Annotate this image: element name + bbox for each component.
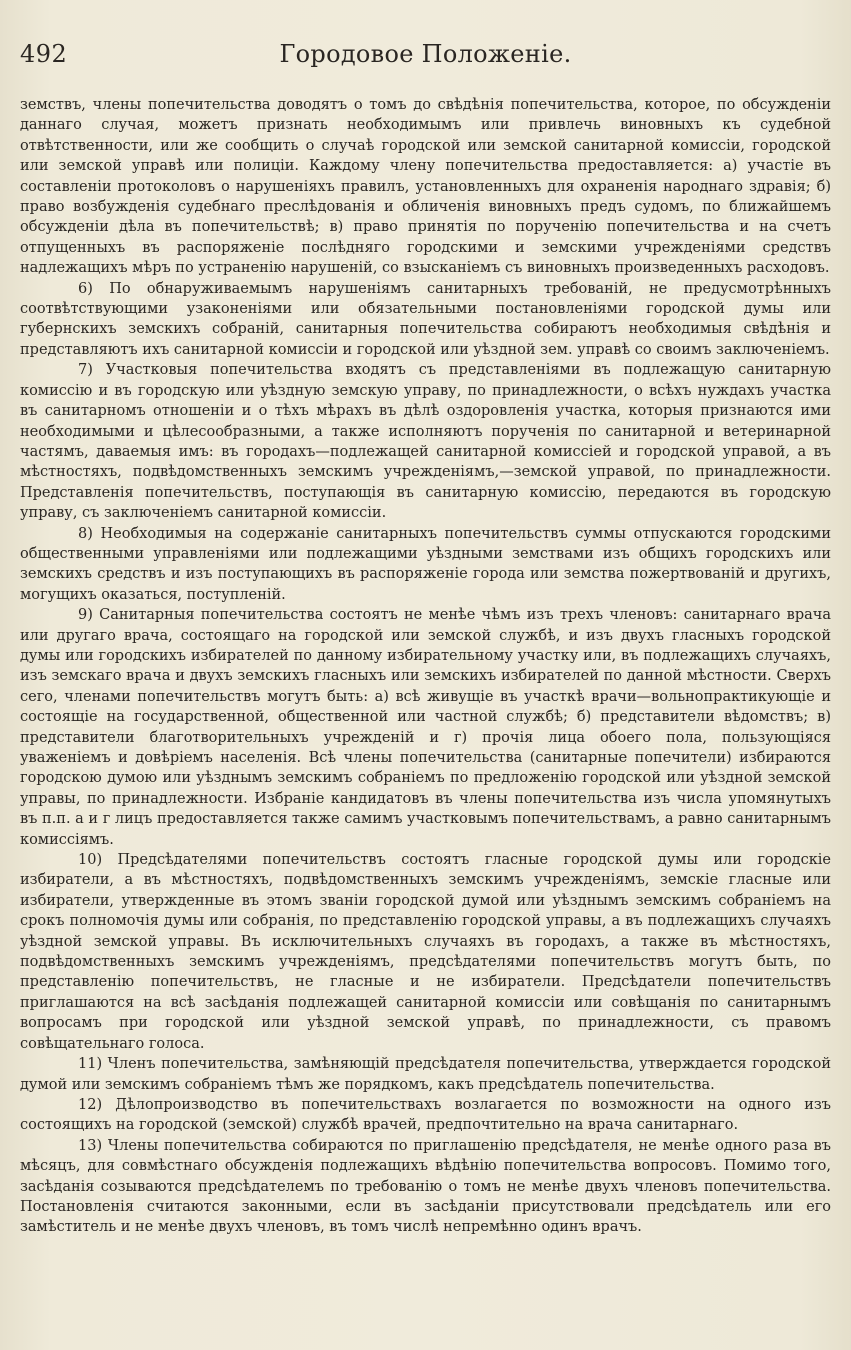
paragraph-9: 9) Санитарныя попечительства состоятъ не менѣе чѣмъ изъ трехъ членовъ: санитарнаго врача или другаго врача, состоящаго на городской или земской службѣ, и изъ двухъ гласныхъ городской думы или городскихъ избирателей по данному избирательному участку или, въ подлежащихъ случаяхъ, изъ земскаго врача и двухъ земскихъ гласныхъ или земскихъ избирателей по данной мѣстности. Сверхъ сего, членами попечительствъ могутъ быть: а) всѣ живущіе въ участкѣ врачи—вольнопрактикующіе и состоящіе на государственной, общественной или частной службѣ; б) представители вѣдомствъ; в) представители благотворительныхъ учрежденій и г) прочія лица обоего пола, пользующіяся уваженіемъ и довѣріемъ населенія. Всѣ члены попечительства (санитарные попечители) избираются городскою думою или уѣзднымъ земскимъ собраніемъ по предложенію городской или уѣздной земской управы, по принадлежности. Избраніе кандидатовъ въ члены попечительства изъ числа упомянутыхъ въ п.п. а и г лицъ предоставляется также самимъ участковымъ попечительствамъ, а равно санитарнымъ комиссіямъ.: [20, 607, 831, 848]
paragraph-8: 8) Необходимыя на содержаніе санитарныхъ попечительствъ суммы отпускаются городскими общественными управленіями или подлежащими уѣздными земствами изъ общихъ городскихъ или земскихъ средствъ и изъ поступающихъ въ распоряженіе города или земства пожертвованій и другихъ, могущихъ оказаться, поступленій.: [20, 525, 831, 603]
page-number: 492: [20, 40, 68, 68]
paragraph-7: 7) Участковыя попечительства входятъ съ представленіями въ подлежащую санитарную комиссію и въ городскую или уѣздную земскую управу, по принадлежности, о всѣхъ нуждахъ участка въ санитарномъ отношеніи и о тѣхъ мѣрахъ въ дѣлѣ оздоровленія участка, которыя признаются ими необходимыми и цѣлесообразными, а также исполняютъ порученія по санитарной и ветеринарной частямъ, даваемыя имъ: въ городахъ—подлежащей санитарной комиссіей и городской управой, а въ мѣстностяхъ, подвѣдомственныхъ земскимъ учрежденіямъ,—земской управой, по принадлежности. Представленія попечительствъ, поступающія въ санитарную комиссію, передаются въ городскую управу, съ заключеніемъ санитарной комиссіи.: [20, 362, 831, 522]
paragraph-10: 10) Предсѣдателями попечительствъ состоятъ гласные городской думы или городскіе избиратели, а въ мѣстностяхъ, подвѣдомственныхъ земскимъ учрежденіямъ, земскіе гласные или избиратели, утвержденные въ этомъ званіи городской думой или уѣзднымъ земскимъ собраніемъ на срокъ полномочія думы или собранія, по представленію городской управы, а въ подлежащихъ случаяхъ уѣздной земской управы. Въ исключительныхъ случаяхъ въ городахъ, а также въ мѣстностяхъ, подвѣдомственныхъ земскимъ учрежденіямъ, предсѣдателями попечительствъ могутъ быть, по представленію попечительствъ, не гласные и не избиратели. Предсѣдатели попечительствъ приглашаются на всѣ засѣданія подлежащей санитарной комиссіи или совѣщанія по санитарнымъ вопросамъ при городской или уѣздной земской управѣ, по принадлежности, съ правомъ совѣщательнаго голоса.: [20, 852, 831, 1052]
paragraph-12: 12) Дѣлопроизводство въ попечительствахъ возлагается по возможности на одного изъ состоящихъ на городской (земской) службѣ врачей, предпочтительно на врача санитарнаго.: [20, 1096, 831, 1134]
running-title: Городовое Положеніе.: [279, 40, 572, 68]
paragraph-13: 13) Члены попечительства собираются по приглашенію предсѣдателя, не менѣе одного раза въ мѣсяцъ, для совмѣстнаго обсужденія подлежащихъ вѣдѣнію попечительства вопросовъ. Помимо того, засѣданія созываются предсѣдателемъ по требованію о томъ не менѣе двухъ членовъ попечительства. Постановленія считаются законными, если въ засѣданіи присутствовали предсѣдатель или его замѣститель и не менѣе двухъ членовъ, въ томъ числѣ непремѣнно одинъ врачъ.: [20, 1137, 831, 1236]
body-text: [20, 95, 831, 1238]
paragraph-continuation: земствъ, члены попечительства доводятъ о томъ до свѣдѣнія попечительства, которое, по обсужденіи даннаго случая, можетъ признать необходимымъ или привлечь виновныхъ къ судебной отвѣтственности, или же сообщить о случаѣ городской или земской санитарной комиссіи, городской или земской управѣ или полиціи. Каждому члену попечительства предоставляется: а) участіе въ составленіи протоколовъ о нарушеніяхъ правилъ, установленныхъ для охраненія народнаго здравія; б) право возбужденія судебнаго преслѣдованія и обличенія виновныхъ предъ судомъ, по ближайшемъ обсужденіи дѣла въ попечительствѣ; в) право принятія по порученію попечительства и на счетъ отпущенныхъ въ распоряженіе послѣдняго городскими и земскими учрежденіями средствъ надлежащихъ мѣръ по устраненію нарушеній, со взысканіемъ съ виновныхъ произведенныхъ расходовъ.: [20, 97, 831, 277]
paragraph-11: 11) Членъ попечительства, замѣняющій предсѣдателя попечительства, утверждается городской думой или земскимъ собраніемъ тѣмъ же порядкомъ, какъ предсѣдатель попечительства.: [20, 1056, 831, 1093]
page-header: [20, 40, 831, 80]
paragraph-6: 6) По обнаруживаемымъ нарушеніямъ санитарныхъ требованій, не предусмотрѣнныхъ соотвѣтствующими узаконеніями или обязательными постановленіями городской думы или губернскихъ земскихъ собраній, санитарныя попечительства собираютъ необходимыя свѣдѣнія и представляютъ ихъ санитарной комиссіи и городской или уѣздной зем. управѣ со своимъ заключеніемъ.: [20, 280, 831, 358]
